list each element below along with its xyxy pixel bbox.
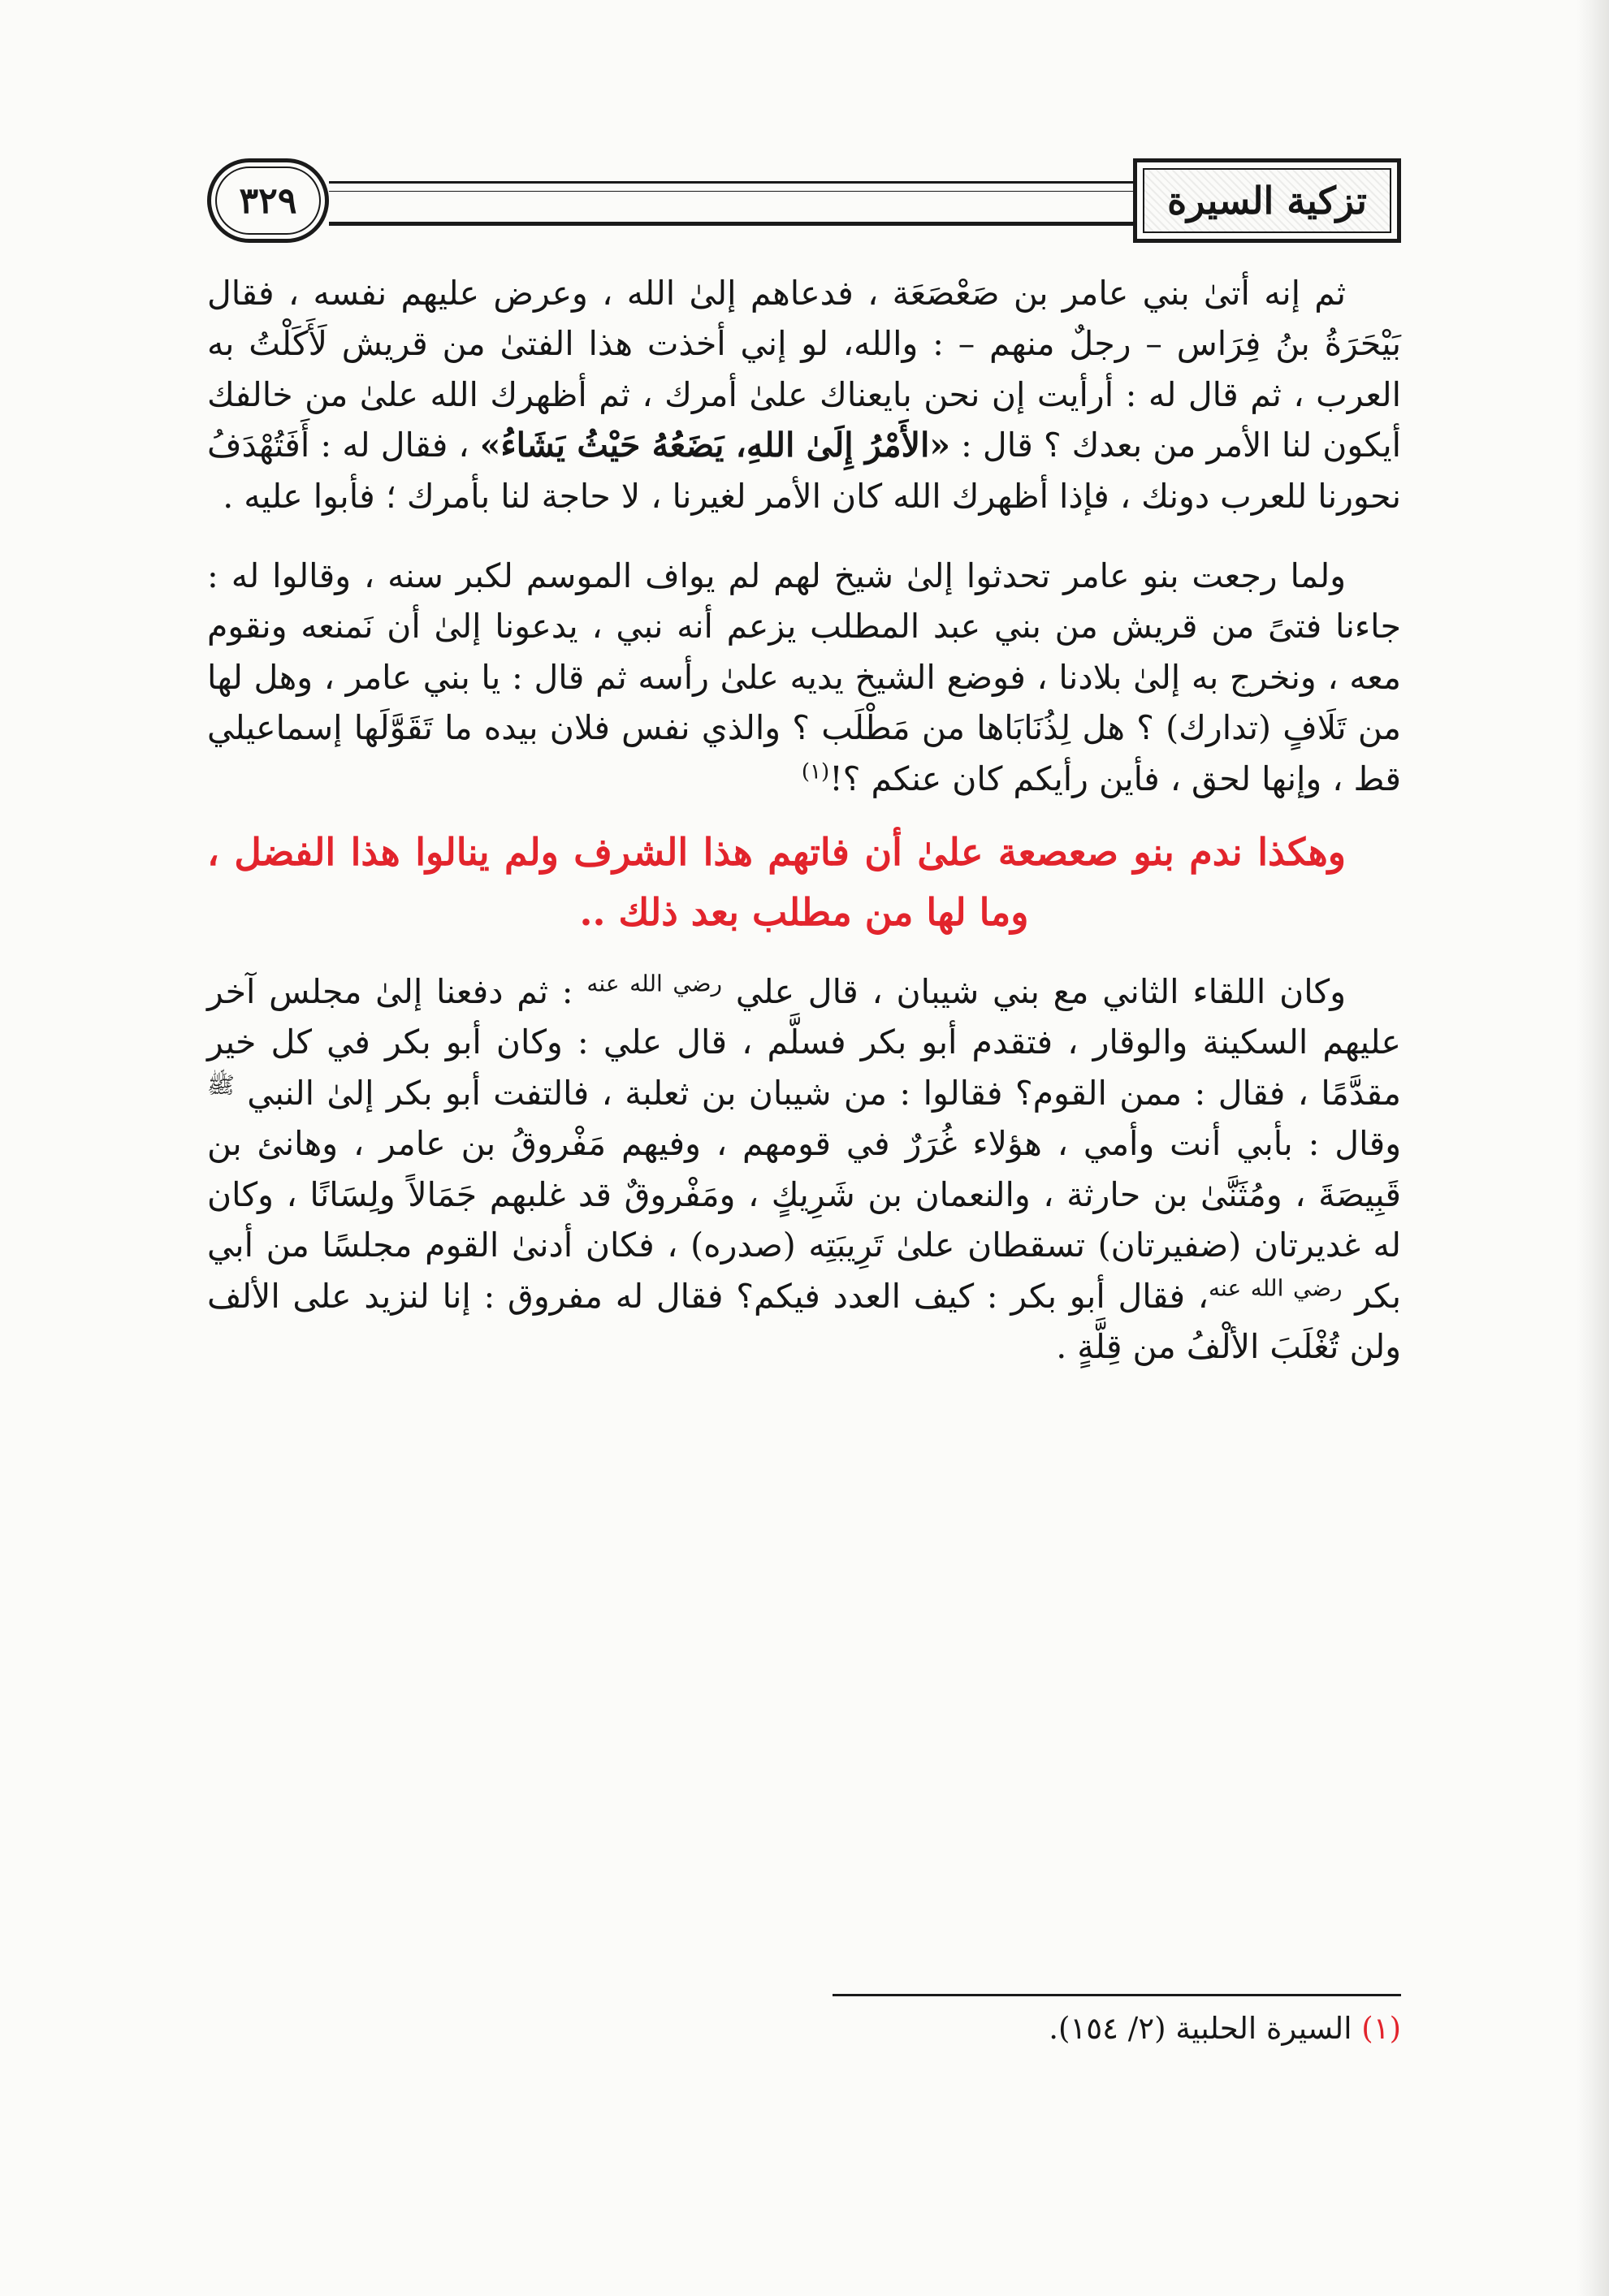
header-rule bbox=[329, 181, 1133, 184]
paragraph-text: : ثم دفعنا إلىٰ مجلس آخر عليهم السكينة والوقار ، فتقدم أبو بكر فسلَّم ، قال علي : وكان أبو بكر في كل خير مقدَّمًا ، فقال : ممن القوم؟ فقالوا : من شيبان بن ثعلبة ، فالتفت أبو بكر إلىٰ النبي bbox=[207, 972, 1401, 1113]
highlighted-remark: وهكذا ندم بنو صعصعة علىٰ أن فاتهم هذا الشرف ولم ينالوا هذا الفضل ، وما لها من مطلب بعد ذلك .. bbox=[207, 830, 1346, 935]
page-number: ٣٢٩ bbox=[215, 166, 321, 235]
honorific-glyph: رضي الله عنه bbox=[586, 970, 723, 997]
header-rule bbox=[329, 191, 1133, 192]
paragraph-text: ثم إنه أتىٰ بني عامر بن صَعْصَعَة ، فدعاهم إلىٰ الله ، وعرض عليهم نفسه ، فقال بَيْحَرَةُ بنُ فِرَاس – رجلٌ منهم – : والله، لو إني أخذت هذا الفتىٰ من قريش لَأَكَلْتُ به العرب ، ثم قال له : أرأيت إن نحن بايعناك علىٰ أمرك ، ثم أظهرك الله علىٰ من خالفك أيكون لنا الأمر من بعدك ؟ قال : bbox=[207, 274, 1401, 465]
paragraph-text: وكان اللقاء الثاني مع بني شيبان ، قال علي bbox=[722, 972, 1346, 1012]
body-text bbox=[207, 268, 1401, 1372]
footnote-text: السيرة الحلبية (٢/ ١٥٤). bbox=[1049, 2011, 1362, 2046]
footnote-ref[interactable]: (١) bbox=[801, 759, 830, 784]
prophet-quote: «الأَمْرُ إِلَىٰ اللهِ، يَضَعُهُ حَيْثُ يَشَاءُ» bbox=[479, 426, 950, 465]
page-number-badge bbox=[207, 158, 329, 243]
footnote-number: (١) bbox=[1361, 2011, 1401, 2046]
paragraph-3 bbox=[207, 966, 1401, 1372]
paragraph-text: ولما رجعت بنو عامر تحدثوا إلىٰ شيخ لهم لم يواف الموسم لكبر سنه ، وقالوا له : جاءنا فتىً من قريش من بني عبد المطلب يزعم أنه نبي ، يدعونا إلىٰ أن نَمنعه ونقوم معه ، ونخرج به إلىٰ بلادنا ، فوضع الشيخ يديه علىٰ رأسه ثم قال : يا بني عامر ، وهل لها من تَلَافٍ (تدارك) ؟ هل لِذُنَابَاها من مَطْلَب ؟ والذي نفس فلان بيده ما تَقَوَّلَها إسماعيلي قط ، وإنها لحق ، فأين رأيكم كان عنكم ؟! bbox=[207, 556, 1401, 798]
salawat-glyph: ﷺ bbox=[207, 1071, 235, 1099]
footnote bbox=[589, 2006, 1401, 2052]
footnote-separator bbox=[833, 1994, 1401, 1996]
paragraph-text: وقال : بأبي أنت وأمي ، هؤلاء غُرَرٌ في قومهم ، وفيهم مَفْروقُ بن عامر ، وهانئ بن قَبِيصَةَ ، ومُثَنَّىٰ بن حارثة ، والنعمان بن شَرِيكٍ ، ومَفْروقٌ قد غلبهم جَمَالاً ولِسَانًا ، وكان له غديرتان (ضفيرتان) تسقطان علىٰ تَرِيبَتِه (صدره) ، فكان أدنىٰ القوم مجلسًا من أبي بكر bbox=[207, 1124, 1401, 1316]
paragraph-1 bbox=[207, 268, 1401, 521]
header-rule bbox=[329, 222, 1133, 226]
paragraph-2 bbox=[207, 551, 1401, 804]
running-title-frame bbox=[1133, 158, 1401, 243]
paragraph-gap bbox=[207, 521, 1401, 551]
running-title: تزكية السيرة bbox=[1143, 168, 1391, 233]
page-header bbox=[207, 158, 1401, 248]
paragraph-text: ، فقال أبو بكر : كيف العدد فيكم؟ فقال له مفروق : إنا لنزيد على الألف ولن تُغْلَبَ الألْفُ من قِلَّةٍ . bbox=[207, 1276, 1401, 1366]
honorific-glyph: رضي الله عنه bbox=[1209, 1273, 1343, 1301]
paragraph-text: ، فقال له : أَفَتُهْدَفُ نحورنا للعرب دونك ، فإذا أظهرك الله كان الأمر لغيرنا ، لا حاجة لنا بأمرك ؛ فأبوا عليه . bbox=[207, 426, 1401, 516]
page-spine-shadow bbox=[1577, 0, 1609, 2296]
